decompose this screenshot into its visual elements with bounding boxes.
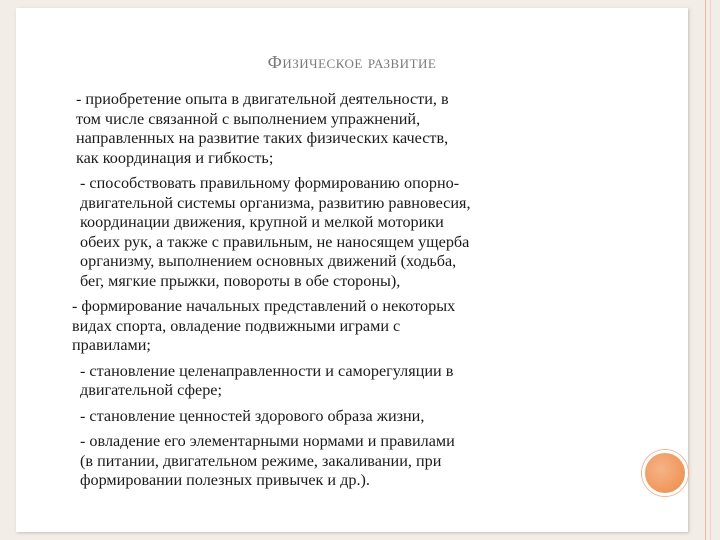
list-item: - формирование начальных представлений о некоторых видах спорта, овладение подвижными играми с правилами; [72, 297, 456, 354]
decorative-line-2 [710, 0, 711, 540]
list-item: - становление ценностей здорового образа жизни, [80, 406, 425, 425]
slide-title: Физическое развитие [267, 52, 437, 72]
slide-content [64, 90, 624, 497]
list-item: - овладение его элементарными нормами и правилами (в питании, двигательном режиме, закаливании, при формировании полезных привычек и др.). [80, 432, 455, 489]
decorative-circle-icon [642, 450, 688, 496]
decorative-line [705, 0, 706, 540]
right-border [696, 0, 720, 540]
list-item: - приобретение опыта в двигательной деятельности, в том числе связанной с выполнением упражнений, направленных на развитие таких физических качеств, как координация и гибкость; [76, 90, 449, 167]
slide-panel [16, 8, 688, 532]
list-item: - становление целенаправленности и саморегуляции в двигательной сфере; [80, 361, 454, 399]
list-item: - способствовать правильному формированию опорно- двигательной системы организма, развитию равновесия, координации движения, крупной и мелкой моторики обеих рук, а также с правильным, не наносящем ущерба организму, выполнением основных движений (ходьба, бег, мягкие прыжки, повороты в обе стороны), [80, 174, 471, 290]
